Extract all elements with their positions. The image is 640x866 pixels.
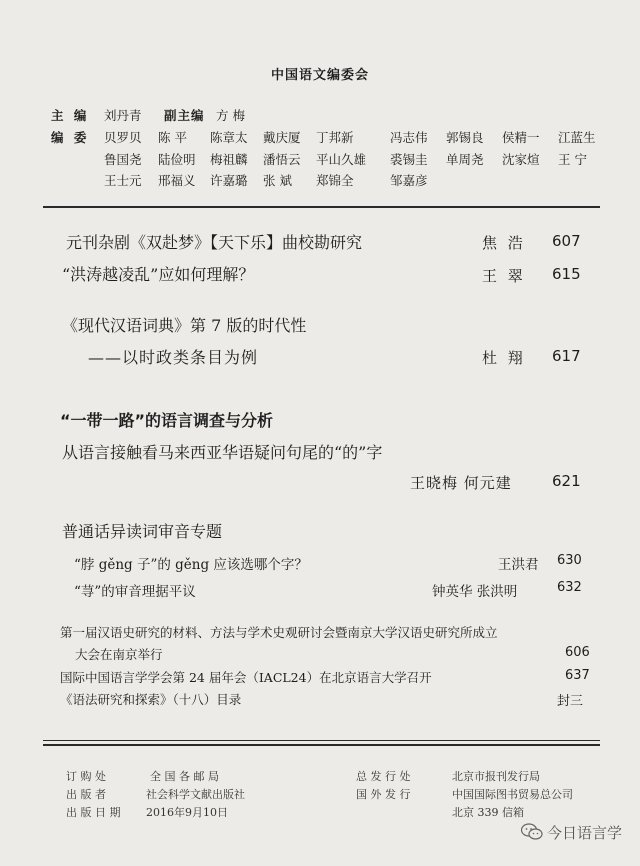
deputy-editor-label: 副主编 bbox=[164, 108, 205, 123]
watermark-text: 今日语言学 bbox=[546, 824, 622, 842]
article-author: 钟英华 张洪明 bbox=[432, 584, 518, 600]
news-item-page: 封三 bbox=[557, 694, 584, 709]
committee-member: 王 宁 bbox=[558, 152, 587, 167]
deputy-editor-name: 方 梅 bbox=[216, 108, 245, 123]
members-label: 编 委 bbox=[51, 130, 90, 145]
chief-editor-name: 刘丹青 bbox=[104, 108, 142, 123]
article-author: 王洪君 bbox=[498, 557, 539, 573]
committee-member: 许嘉璐 bbox=[210, 173, 248, 188]
committee-member: 陆俭明 bbox=[158, 152, 196, 167]
committee-member: 单周尧 bbox=[446, 152, 484, 167]
article-subtitle: ——以时政类条目为例 bbox=[88, 348, 259, 367]
wechat-icon bbox=[521, 823, 543, 845]
footer-label: 总 发 行 处 bbox=[356, 770, 411, 783]
article-title: 从语言接触看马来西亚华语疑问句尾的“的”字 bbox=[62, 443, 383, 462]
footer-value: 北京 339 信箱 bbox=[452, 806, 524, 819]
chief-editor-label: 主 编 bbox=[51, 108, 90, 123]
article-author: 杜 翔 bbox=[482, 349, 526, 367]
footer-label: 国 外 发 行 bbox=[356, 788, 411, 801]
article-author: 王晓梅 何元建 bbox=[410, 474, 512, 492]
article-title: 元刊杂剧《双赴梦》【天下乐】曲校勘研究 bbox=[66, 233, 363, 252]
news-item-page: 637 bbox=[565, 668, 590, 683]
footer-value: 北京市报刊发行局 bbox=[452, 770, 540, 783]
article-title: 《现代汉语词典》第 7 版的时代性 bbox=[62, 316, 307, 335]
news-item: 《语法研究和探索》（十八）目录 bbox=[60, 692, 242, 707]
section-heading: 普通话异读词审音专题 bbox=[62, 522, 223, 541]
committee-member: 冯志伟 bbox=[390, 130, 428, 145]
committee-member: 平山久雄 bbox=[316, 152, 367, 167]
article-author: 焦 浩 bbox=[482, 234, 526, 252]
committee-member: 丁邦新 bbox=[316, 130, 354, 145]
top-divider bbox=[43, 206, 600, 208]
committee-member: 张 斌 bbox=[263, 173, 292, 188]
committee-member: 王士元 bbox=[104, 173, 142, 188]
committee-member: 梅祖麟 bbox=[210, 152, 248, 167]
footer-value: 全 国 各 邮 局 bbox=[150, 770, 219, 783]
committee-member: 江蓝生 bbox=[558, 130, 596, 145]
bottom-divider-thick bbox=[43, 744, 600, 746]
article-title: “脖 gěng 子”的 gěng 应该选哪个字？ bbox=[74, 557, 308, 573]
article-page: 630 bbox=[557, 553, 582, 568]
news-item: 第一届汉语史研究的材料、方法与学术史观研讨会暨南京大学汉语史研究所成立 bbox=[60, 625, 498, 640]
committee-member: 贝罗贝 bbox=[104, 130, 142, 145]
article-page: 615 bbox=[552, 265, 581, 283]
news-item-continued: 大会在南京举行 bbox=[75, 647, 163, 662]
footer-value: 2016年9月10日 bbox=[146, 806, 228, 819]
article-page: 607 bbox=[552, 232, 581, 250]
committee-member: 邢福义 bbox=[158, 173, 196, 188]
article-title: “荨”的审音理据平议 bbox=[74, 584, 196, 600]
committee-member: 鲁国尧 bbox=[104, 152, 142, 167]
article-page: 621 bbox=[552, 472, 581, 490]
bottom-divider bbox=[43, 740, 600, 741]
committee-member: 侯精一 bbox=[502, 130, 540, 145]
committee-member: 郑锦全 bbox=[316, 173, 354, 188]
committee-member: 潘悟云 bbox=[263, 152, 301, 167]
committee-member: 陈 平 bbox=[158, 130, 187, 145]
committee-title: 中国语文编委会 bbox=[270, 68, 369, 83]
article-page: 632 bbox=[557, 580, 582, 595]
watermark bbox=[521, 822, 622, 845]
article-title: “洪涛越凌乱”应如何理解？ bbox=[62, 265, 255, 284]
committee-member: 陈章太 bbox=[210, 130, 248, 145]
committee-member: 沈家煊 bbox=[502, 152, 540, 167]
committee-member: 郭锡良 bbox=[446, 130, 484, 145]
news-item-page: 606 bbox=[565, 645, 590, 660]
footer-value: 中国国际图书贸易总公司 bbox=[452, 788, 573, 801]
footer-label: 出 版 者 bbox=[66, 788, 106, 801]
footer-label: 订 购 处 bbox=[66, 770, 106, 783]
committee-member: 裘锡圭 bbox=[390, 152, 428, 167]
news-item: 国际中国语言学学会第 24 届年会（IACL24）在北京语言大学召开 bbox=[60, 670, 432, 685]
article-page: 617 bbox=[552, 347, 581, 365]
article-author: 王 翠 bbox=[482, 267, 526, 285]
footer-value: 社会科学文献出版社 bbox=[146, 788, 245, 801]
committee-member: 邹嘉彦 bbox=[390, 173, 428, 188]
footer-label: 出 版 日 期 bbox=[66, 806, 121, 819]
committee-member: 戴庆厦 bbox=[263, 130, 301, 145]
section-heading: “一带一路”的语言调查与分析 bbox=[60, 411, 274, 430]
